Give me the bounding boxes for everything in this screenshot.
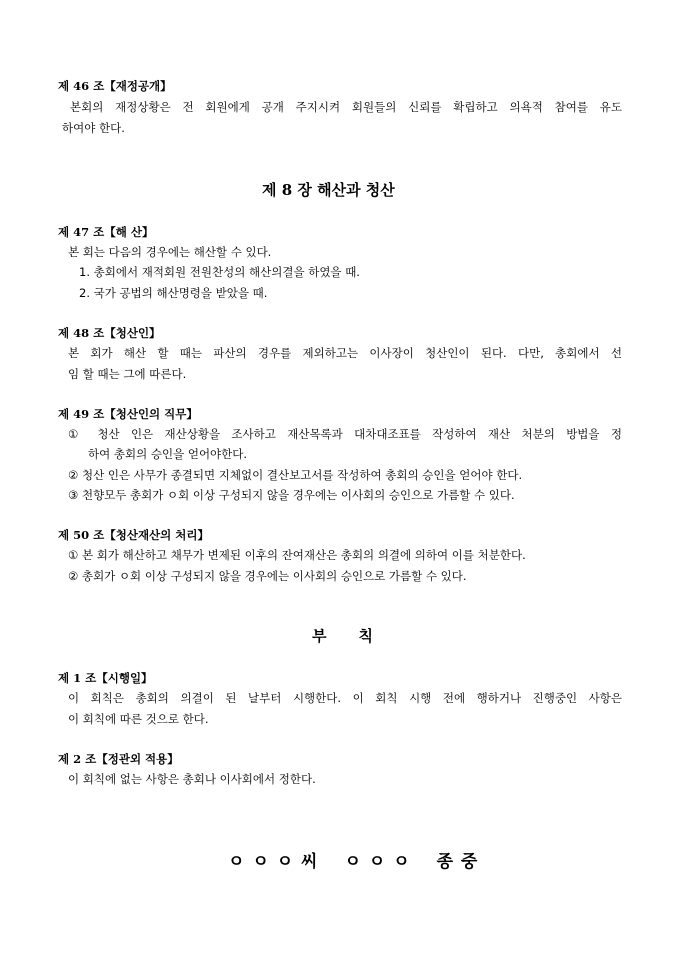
article-48-text-line-1: 본 회가 해산 할 때는 파산의 경우를 제외하고는 이사장이 청산인이 된다. 다만, 총회에서 선 <box>68 346 622 360</box>
supplementary-article-2-heading: 제 2 조【정관외 적용】 <box>58 752 179 766</box>
article-48-text-line-2: 임 할 때는 그에 따른다. <box>68 367 187 381</box>
article-49-item-1-line-2: 하여 총회의 승인을 얻어야한다. <box>88 447 248 461</box>
article-46-text-line-2: 하여야 한다. <box>62 121 125 135</box>
addenda-title <box>312 626 373 646</box>
organization-name <box>228 851 478 873</box>
organization-name-part-2: ㅇ ㅇ ㅇ <box>344 852 411 872</box>
article-49-item-2: ② 청산 인은 사무가 종결되면 지체없이 결산보고서를 작성하여 총회의 승인을 얻어야 한다. <box>68 468 523 482</box>
article-49-heading: 제 49 조【청산인의 직무】 <box>58 407 198 421</box>
article-50-item-1: ① 본 회가 해산하고 채무가 변제된 이후의 잔여재산은 총회의 의결에 의하여 이를 처분한다. <box>68 548 526 562</box>
supplementary-article-1-heading: 제 1 조【시행일】 <box>58 671 153 685</box>
article-46-heading: 제 46 조【재정공개】 <box>58 79 172 93</box>
organization-name-part-3: 종 중 <box>436 852 479 872</box>
article-47-item-1: 1. 총회에서 재적회원 전원찬성의 해산의결을 하였을 때. <box>79 265 360 279</box>
supplementary-article-2-line-1: 이 회칙에 없는 사항은 총회나 이사회에서 정한다. <box>68 772 316 786</box>
organization-name-part-1: ㅇ ㅇ ㅇ 씨 <box>228 852 319 872</box>
article-50-item-2: ② 총회가 ㅇ회 이상 구성되지 않을 경우에는 이사회의 승인으로 가름할 수 있다. <box>68 569 467 583</box>
article-47-item-2: 2. 국가 공법의 해산명령을 받았을 때. <box>79 286 268 300</box>
article-50-heading: 제 50 조【청산재산의 처리】 <box>58 528 209 542</box>
article-48-heading: 제 48 조【청산인】 <box>58 326 161 340</box>
chapter-8-title: 제 8 장 해산과 청산 <box>262 181 395 199</box>
article-47-intro: 본 회는 다음의 경우에는 해산할 수 있다. <box>68 245 272 259</box>
addenda-title-left: 부 <box>312 627 327 645</box>
supplementary-article-1-line-2: 이 회칙에 따른 것으로 한다. <box>68 712 209 726</box>
addenda-title-right: 칙 <box>358 627 373 645</box>
article-49-item-1-line-1: ① 청산 인은 재산상황을 조사하고 재산목록과 대차대조표를 작성하여 재산 처분의 방법을 정 <box>68 427 622 441</box>
article-47-heading: 제 47 조【해 산】 <box>58 225 154 239</box>
article-49-item-3: ③ 천향모두 총회가 ㅇ회 이상 구성되지 않을 경우에는 이사회의 승인으로 가름할 수 있다. <box>68 488 515 502</box>
supplementary-article-1-line-1: 이 회칙은 총회의 의결이 된 날부터 시행한다. 이 회칙 시행 전에 행하거나 진행중인 사항은 <box>68 691 622 705</box>
article-46-text-line-1: 본회의 재정상황은 전 회원에게 공개 주지시켜 회원들의 신뢰를 확립하고 의욕적 참여를 유도 <box>70 100 622 114</box>
